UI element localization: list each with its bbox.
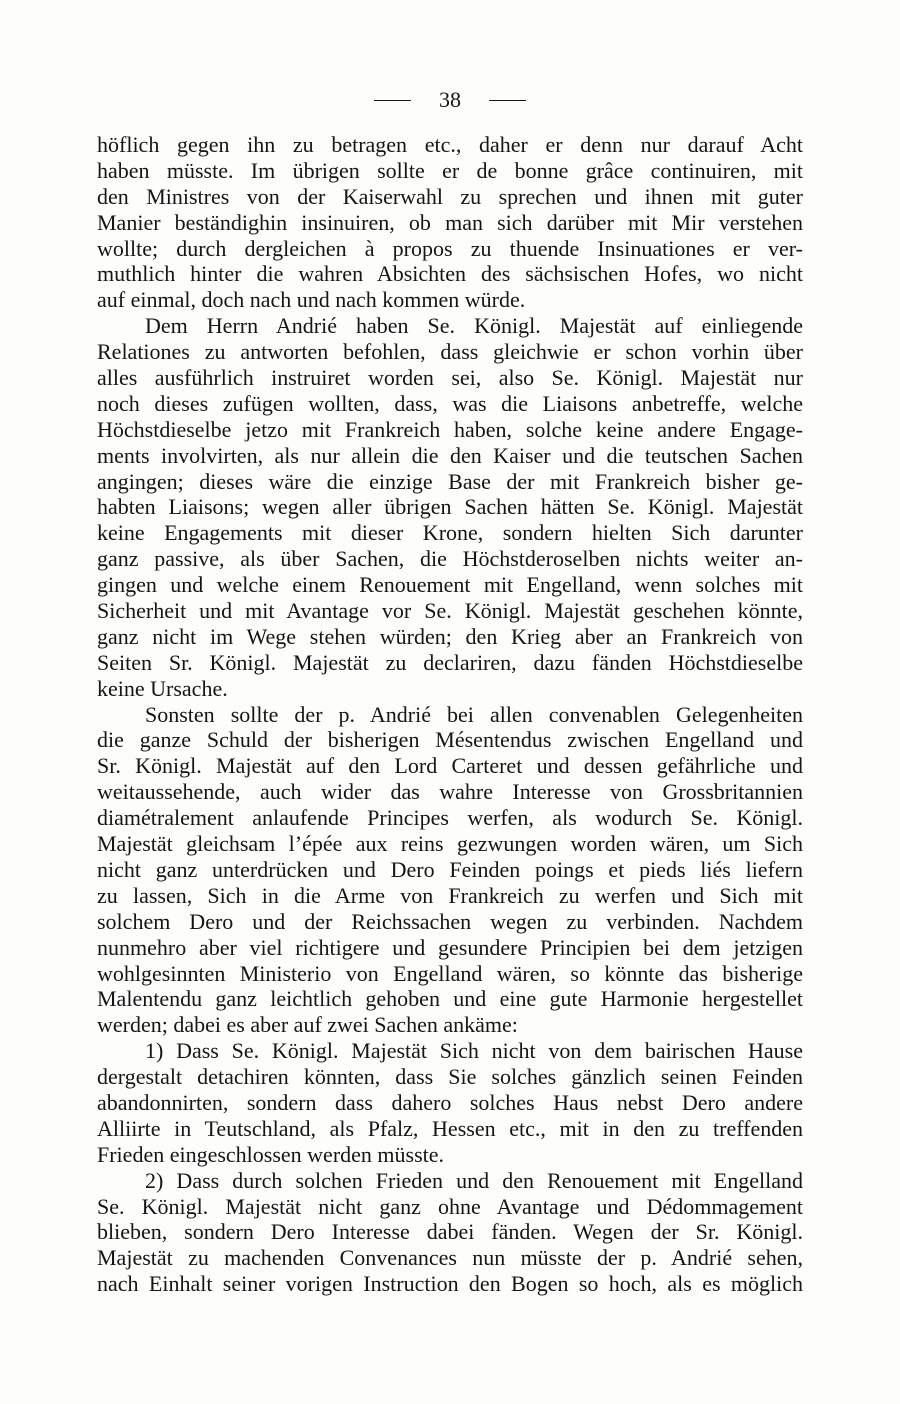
text-line: wollte; durch dergleichen à propos zu thuende Insinuationes er ver- bbox=[97, 235, 803, 261]
text-line: dergestalt detachiren könnten, dass Sie solches gänzlich seinen Feinden bbox=[97, 1064, 803, 1090]
text-line: Relationes zu antworten befohlen, dass gleichwie er schon vorhin über bbox=[97, 339, 803, 365]
text-line: Sicherheit und mit Avantage vor Se. Königl. Majestät geschehen könnte, bbox=[97, 598, 803, 624]
text-line: höflich gegen ihn zu betragen etc., daher er denn nur darauf Acht bbox=[97, 132, 803, 157]
text-line: diamétralement anlaufende Principes werfen, als wodurch Se. Königl. bbox=[97, 805, 803, 831]
paragraph bbox=[97, 132, 803, 313]
text-line: Höchstdieselbe jetzo mit Frankreich haben, solche keine andere Engage- bbox=[97, 416, 803, 442]
text-line: 1) Dass Se. Königl. Majestät Sich nicht von dem bairischen Hause bbox=[145, 1038, 803, 1064]
text-line: nach Einhalt seiner vorigen Instruction den Bogen so hoch, als es möglich bbox=[97, 1271, 803, 1297]
text-line: haben müsste. Im übrigen sollte er de bonne grâce continuiren, mit bbox=[97, 157, 803, 183]
text-line: abandonnirten, sondern dass dahero solches Haus nebst Dero andere bbox=[97, 1089, 803, 1115]
text-line: nunmehro aber viel richtigere und gesundere Principien bei dem jetzigen bbox=[97, 934, 803, 960]
page-header bbox=[0, 87, 900, 113]
header-rule-right bbox=[489, 100, 526, 101]
text-line: Dem Herrn Andrié haben Se. Königl. Majestät auf einliegende bbox=[145, 313, 803, 339]
text-line: Majestät zu machenden Convenances nun müsste der p. Andrié sehen, bbox=[97, 1245, 803, 1271]
text-line: habten Liaisons; wegen aller übrigen Sachen hätten Se. Königl. Majestät bbox=[97, 494, 803, 520]
text-line: ments involvirten, als nur allein die den Kaiser und die teutschen Sachen bbox=[97, 442, 803, 468]
text-line: muthlich hinter die wahren Absichten des sächsischen Hofes, wo nicht bbox=[97, 261, 803, 287]
text-line: nicht ganz unterdrücken und Dero Feinden poings et pieds liés liefern bbox=[97, 856, 803, 882]
page-number: 38 bbox=[439, 87, 461, 112]
text-line: wohlgesinnten Ministerio von Engelland wären, so könnte das bisherige bbox=[97, 960, 803, 986]
text-line: Frieden eingeschlossen werden müsste. bbox=[97, 1141, 445, 1167]
page-body bbox=[97, 132, 803, 1297]
text-line: blieben, sondern Dero Interesse dabei fänden. Wegen der Sr. Königl. bbox=[97, 1219, 803, 1245]
text-line: alles ausführlich instruiret worden sei, also Se. Königl. Majestät nur bbox=[97, 365, 803, 391]
text-line: Majestät gleichsam l’épée aux reins gezwungen worden wären, um Sich bbox=[97, 831, 803, 857]
text-line: Seiten Sr. Königl. Majestät zu declariren, dazu fänden Höchstdieselbe bbox=[97, 649, 803, 675]
paragraph bbox=[97, 313, 803, 701]
text-line: Malentendu ganz leichtlich gehoben und eine gute Harmonie hergestellet bbox=[97, 986, 803, 1012]
text-line: auf einmal, doch nach und nach kommen würde. bbox=[97, 287, 526, 313]
text-line: 2) Dass durch solchen Frieden und den Renouement mit Engelland bbox=[145, 1167, 803, 1193]
text-line: Sr. Königl. Majestät auf den Lord Carteret und dessen gefährliche und bbox=[97, 753, 803, 779]
text-line: keine Engagements mit dieser Krone, sondern hielten Sich darunter bbox=[97, 520, 803, 546]
text-line: keine Ursache. bbox=[97, 675, 228, 701]
text-line: angingen; dieses wäre die einzige Base der mit Frankreich bisher ge- bbox=[97, 468, 803, 494]
text-line: noch dieses zufügen wollten, dass, was die Liaisons anbetreffe, welche bbox=[97, 390, 803, 416]
paragraph bbox=[97, 702, 803, 1039]
text-line: ganz passive, als über Sachen, die Höchstderoselben nichts weiter an- bbox=[97, 546, 803, 572]
text-line: gingen und welche einem Renouement mit Engelland, wenn solches mit bbox=[97, 572, 803, 598]
text-line: den Ministres von der Kaiserwahl zu sprechen und ihnen mit guter bbox=[97, 183, 803, 209]
text-line: ganz nicht im Wege stehen würden; den Krieg aber an Frankreich von bbox=[97, 623, 803, 649]
text-line: werden; dabei es aber auf zwei Sachen ankäme: bbox=[97, 1012, 518, 1038]
numbered-paragraph bbox=[97, 1038, 803, 1167]
text-line: die ganze Schuld der bisherigen Mésentendus zwischen Engelland und bbox=[97, 727, 803, 753]
text-line: Alliirte in Teutschland, als Pfalz, Hessen etc., mit in den zu treffenden bbox=[97, 1115, 803, 1141]
header-rule-left bbox=[374, 100, 411, 101]
text-line: weitaussehende, auch wider das wahre Interesse von Grossbritannien bbox=[97, 779, 803, 805]
text-line: Se. Königl. Majestät nicht ganz ohne Avantage und Dédommagement bbox=[97, 1193, 803, 1219]
text-line: Sonsten sollte der p. Andrié bei allen convenablen Gelegenheiten bbox=[145, 701, 803, 727]
text-line: solchem Dero und der Reichssachen wegen zu verbinden. Nachdem bbox=[97, 908, 803, 934]
numbered-paragraph bbox=[97, 1168, 803, 1297]
text-line: Manier beständighin insinuiren, ob man sich darüber mit Mir verstehen bbox=[97, 209, 803, 235]
text-line: zu lassen, Sich in die Arme von Frankreich zu werfen und Sich mit bbox=[97, 882, 803, 908]
